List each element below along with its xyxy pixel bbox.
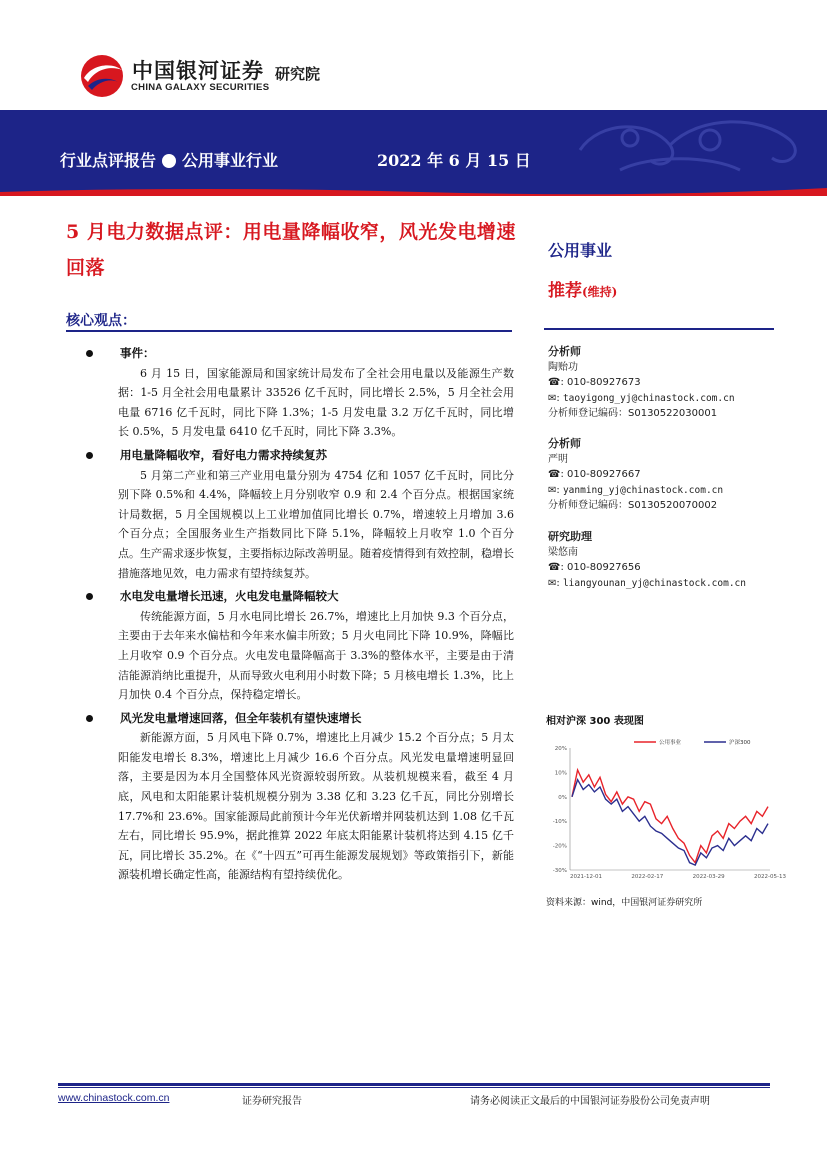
y-tick-label: -20% [552, 843, 567, 850]
report-title: 5 月电力数据点评：用电量降幅收窄，风光发电增速回落 [66, 221, 516, 279]
industry-label: 公用事业 [548, 241, 613, 260]
cloud-ornament-icon [560, 110, 827, 196]
brand-dept: 研究院 [275, 65, 321, 83]
y-tick-label: -30% [552, 868, 567, 874]
email-icon: ✉ [548, 392, 557, 404]
section-text: 6 月 15 日，国家能源局和国家统计局发布了全社会用电量以及能源生产数据：1-5 月全社会用电量累计 33526 亿千瓦时，同比增长 2.5%，5 月全社会用电量 6716 亿千瓦时，同比下降 1.3%；1-5 月发电量 3.2 万亿千瓦时，同比增长 0.5%，5 月发电量 6410 亿千瓦时，同比下降 3.3%。 [118, 366, 514, 439]
brand-en-name: CHINA GALAXY SECURITIES [131, 82, 270, 93]
phone-icon: ☎ [548, 469, 561, 480]
bullet-dot-icon [162, 154, 176, 168]
rating-label: 推荐(维持) [548, 281, 618, 301]
y-tick-label: 0% [558, 794, 567, 801]
x-tick-label: 2022-05-13 [754, 874, 786, 880]
banner-red-wave [0, 186, 827, 196]
email-icon: ✉ [548, 484, 557, 496]
relative-performance-chart [544, 734, 786, 886]
galaxy-logo-icon [78, 52, 126, 100]
email-icon: ✉ [548, 577, 557, 589]
analyst-email[interactable]: taoyigong_yj@chinastock.com.cn [562, 392, 735, 404]
section-heading: 水电发电量增长迅速，火电发电量降幅较大 [86, 587, 514, 607]
analyst-email[interactable]: liangyounan_yj@chinastock.com.cn [562, 577, 746, 589]
chart-title: 相对沪深 300 表现图 [546, 716, 644, 727]
report-body [86, 344, 514, 889]
legend-label: 公用事业 [659, 740, 682, 746]
phone-icon: ☎ [548, 377, 561, 388]
analyst-card: 分析师 严明 ☎: 010-80927667 ✉: yanming_yj@chinastock.com.cn 分析师登记编码：S0130520070002 [548, 437, 724, 511]
analyst-card: 分析师 陶贻功 ☎: 010-80927673 ✉: taoyigong_yj@chinastock.com.cn 分析师登记编码：S0130522030001 [548, 345, 735, 419]
section-text: 新能源方面，5 月风电下降 0.7%，增速比上月减少 15.2 个百分点；5 月太阳能发电增长 8.3%，增速比上月减少 16.6 个百分点。风光发电量增速明显回落，主要是因为本月全国整体风光资源较弱所致。从装机规模来看，截至 4 月底，风电和太阳能累计装机规模分别为 3.38 亿和 3.23 亿千瓦，同比分别增长 17.7%和 23.6%。国家能源局此前预计今年光伏新增并网装机达到 1.08 亿千瓦左右，同比增长 95.9%，据此推算 2022 年底太阳能累计装机将达到 4.15 亿千瓦，同比增长 35.2%。在《“十四五”可再生能源发展规划》等政策指引下，新能源装机增长确定性高，能源结构有望持续优化。 [118, 731, 514, 882]
footer-divider-thin [58, 1087, 770, 1088]
series-line-utilities [572, 770, 768, 863]
core-heading: 核心观点： [66, 313, 136, 329]
x-tick-label: 2022-02-17 [631, 874, 664, 880]
sidebar-divider [544, 328, 774, 330]
banner-report-type: 行业点评报告 公用事业行业 [60, 151, 279, 170]
section-heading: 事件： [86, 344, 514, 364]
y-tick-label: 10% [554, 770, 567, 777]
y-tick-label: -10% [552, 819, 567, 826]
chart-source: 资料来源：wind，中国银河证券研究所 [546, 898, 703, 908]
x-tick-label: 2022-03-29 [692, 874, 725, 880]
assistant-card: 研究助理 梁悠南 ☎: 010-80927656 ✉: liangyounan_yj@chinastock.com.cn [548, 530, 746, 589]
y-tick-label: 20% [554, 746, 567, 752]
core-divider [66, 330, 512, 332]
footer-url-link[interactable]: www.chinastock.com.cn [58, 1092, 170, 1104]
section-heading: 用电量降幅收窄，看好电力需求持续复苏 [86, 446, 514, 466]
section-text: 5 月第二产业和第三产业用电量分别为 4754 亿和 1057 亿千瓦时，同比分别下降 0.5%和 4.4%，降幅较上月分别收窄 0.9 和 2.4 个百分点。根据国家统计局数据，5 月全国规模以上工业增加值同比增长 0.7%，增速较上月增加 3.6 个百分点；全国服务业生产指数同比下降 5.1%，降幅较上月收窄 1.0 个百分点。生产需求逐步恢复，主要指标边际改善明显。随着疫情得到有效控制，稳增长措施落地见效，电力需求有望持续复苏。 [118, 468, 514, 580]
brand-cn-name: 中国银河证券 [132, 59, 264, 83]
report-date: 2022 年 6 月 15 日 [377, 151, 531, 170]
legend-label: 沪深300 [729, 740, 751, 746]
header-banner [0, 110, 827, 196]
analyst-email[interactable]: yanming_yj@chinastock.com.cn [562, 484, 724, 496]
phone-icon: ☎ [548, 562, 561, 573]
footer-label: 证券研究报告 [242, 1096, 302, 1107]
footer-disclaimer: 请务必阅读正文最后的中国银河证券股份公司免责声明 [470, 1096, 710, 1107]
section-heading: 风光发电量增速回落，但全年装机有望快速增长 [86, 709, 514, 729]
x-tick-label: 2021-12-01 [570, 874, 602, 880]
section-text: 传统能源方面，5 月水电同比增长 26.7%，增速比上月加快 9.3 个百分点，主要由于去年来水偏枯和今年来水偏丰所致；5 月火电同比下降 10.9%，降幅比上月收窄 0.9 个百分点。火电发电量降幅高于 3.3%的整体水平，主要是由于清洁能源消纳比重提升，从而导致火电利用小时数下降；5 月核电增长 1.3%，比上月加快 0.4 个百分点，保持稳定增长。 [118, 609, 514, 702]
footer-divider [58, 1083, 770, 1086]
